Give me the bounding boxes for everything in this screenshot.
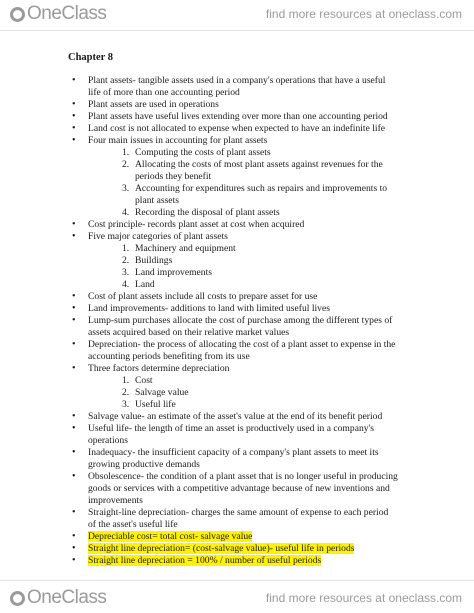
sub-item: 3. Useful life (122, 399, 176, 410)
sub-item: 2. Salvage value (122, 387, 189, 398)
sub-item-text: Land improvements (135, 267, 212, 278)
sub-item: 3. Accounting for expenditures such as repairs and improvements to plant assets (122, 183, 388, 206)
note-item: • Salvage value- an estimate of the asset's value at the end of its benefit period (68, 411, 398, 423)
note-item: • Straight-line depreciation- charges the same amount of expense to each period of the asset's useful life (68, 507, 398, 531)
note-item (68, 135, 398, 219)
note-item (68, 231, 398, 291)
note-item: • Inadequacy- the insufficient capacity of a company's plant assets to meet its growing productive demands (68, 447, 398, 471)
note-item-highlighted (68, 531, 398, 543)
sub-list (88, 243, 398, 291)
note-item: • Lump-sum purchases allocate the cost of purchase among the different types of assets acquired based on their relative market values (68, 315, 398, 339)
highlighted-text: Depreciable cost= total cost- salvage value (88, 531, 253, 542)
sub-item-text: Recording the disposal of plant assets (135, 207, 280, 218)
sub-item: 2. Allocating the costs of most plant assets against revenues for the periods they benefit (122, 159, 383, 182)
oneclass-logo-footer[interactable] (10, 587, 106, 609)
chapter-title: Chapter 8 (68, 52, 114, 63)
oneclass-logo[interactable] (10, 3, 106, 25)
note-item-highlighted (68, 555, 398, 567)
note-text: Four main issues in accounting for plant assets (88, 135, 268, 146)
sub-item: 4. Land (122, 279, 155, 290)
note-item-highlighted (68, 543, 398, 555)
header-tagline-link[interactable]: find more resources at oneclass.com (265, 7, 462, 21)
document-body (68, 52, 398, 567)
highlighted-text: Straight line depreciation = 100% / number of useful periods (88, 555, 322, 566)
note-item: • Plant assets have useful lives extending over more than one accounting period (68, 111, 398, 123)
sub-item-text: Machinery and equipment (135, 243, 236, 254)
sub-item-text: Accounting for expenditures such as repairs and improvements to plant assets (135, 183, 388, 206)
sub-item-text: Salvage value (135, 387, 189, 398)
sub-item-text: Allocating the costs of most plant assets against revenues for the periods they benefit (135, 159, 383, 182)
note-item: • Cost principle- records plant asset at cost when acquired (68, 219, 398, 231)
sub-item-text: Computing the costs of plant assets (135, 147, 271, 158)
note-item: • Land improvements- additions to land with limited useful lives (68, 303, 398, 315)
logo-text: OneClass (27, 3, 107, 24)
note-item: • Plant assets- tangible assets used in a company's operations that have a useful life of more than one accounting period (68, 75, 398, 99)
logo-text: OneClass (27, 587, 107, 608)
note-item: • Obsolescence- the condition of a plant asset that is no longer useful in producing goods or services with a competitive advantage because of new inventions and improvements (68, 471, 398, 507)
sub-item: 1. Computing the costs of plant assets (122, 147, 271, 158)
note-item: • Land cost is not allocated to expense when expected to have an indefinite life (68, 123, 398, 135)
notes-list (68, 75, 398, 567)
sub-item: 1. Machinery and equipment (122, 243, 236, 254)
sub-item-text: Land (135, 279, 155, 290)
footer-bar (0, 580, 474, 613)
note-item: • Cost of plant assets include all costs to prepare asset for use (68, 291, 398, 303)
sub-list (88, 375, 398, 411)
note-text: Three factors determine depreciation (88, 363, 230, 374)
sub-list (88, 147, 398, 219)
note-item: • Depreciation- the process of allocating the cost of a plant asset to expense in the accounting periods benefiting from its use (68, 339, 398, 363)
sub-item-text: Useful life (135, 399, 176, 410)
logo-ring-icon (10, 591, 25, 606)
sub-item-text: Buildings (135, 255, 173, 266)
logo-ring-icon (10, 7, 25, 22)
note-item: • Useful life- the length of time an asset is productively used in a company's operations (68, 423, 398, 447)
note-item (68, 363, 398, 411)
sub-item: 3. Land improvements (122, 267, 212, 278)
header-bar (0, 0, 474, 31)
sub-item-text: Cost (135, 375, 153, 386)
highlighted-text: Straight line depreciation= (cost-salvage value)- useful life in periods (88, 543, 355, 554)
sub-item: 4. Recording the disposal of plant assets (122, 207, 280, 218)
note-text: Five major categories of plant assets (88, 231, 228, 242)
footer-tagline-link[interactable]: find more resources at oneclass.com (265, 591, 462, 605)
sub-item: 1. Cost (122, 375, 153, 386)
sub-item: 2. Buildings (122, 255, 173, 266)
note-item: • Plant assets are used in operations (68, 99, 398, 111)
